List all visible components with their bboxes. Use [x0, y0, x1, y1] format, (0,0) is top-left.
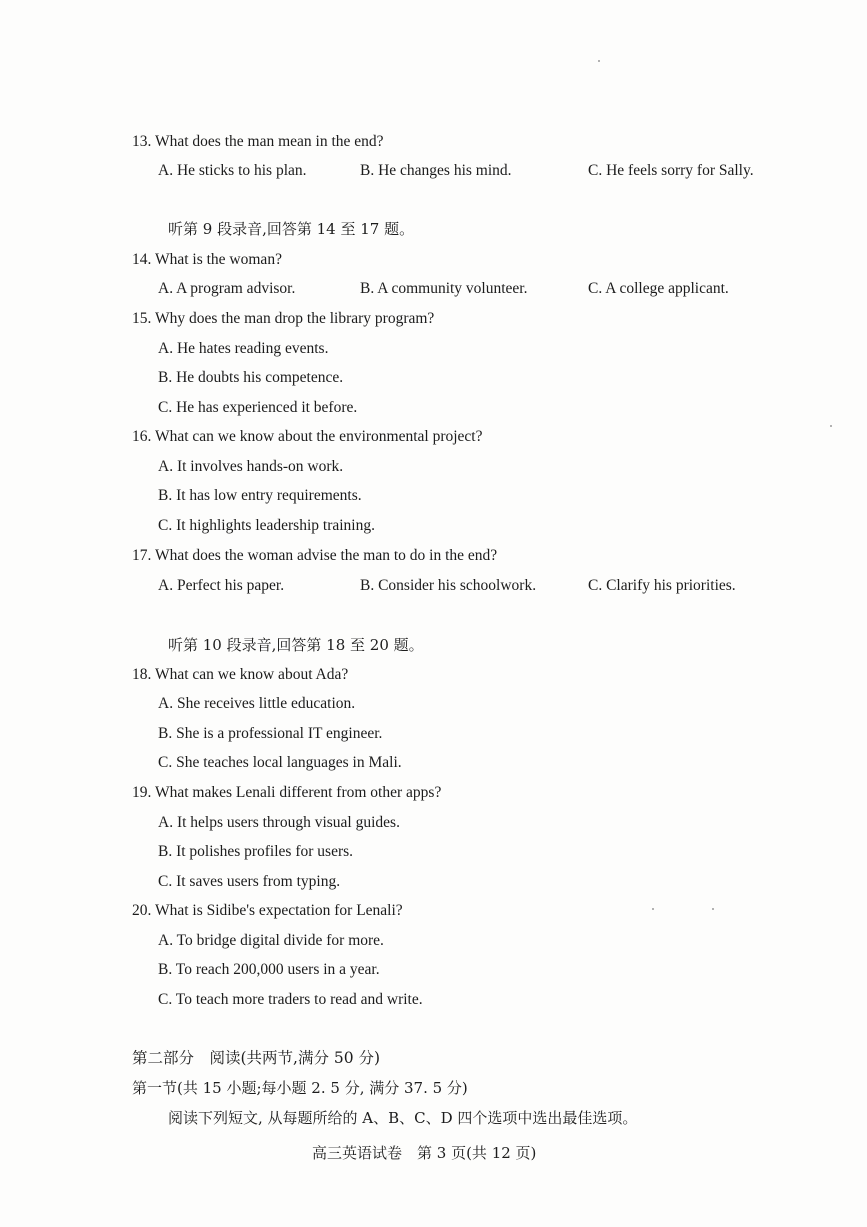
question-16-option-c: C. It highlights leadership training. — [158, 517, 375, 534]
question-20-option-a: A. To bridge digital divide for more. — [158, 932, 384, 949]
question-18-option-a: A. She receives little education. — [158, 695, 356, 712]
question-18-stem: 18. What can we know about Ada? — [132, 666, 349, 683]
question-17-option-a: A. Perfect his paper. — [158, 577, 285, 594]
question-19-option-a: A. It helps users through visual guides. — [158, 814, 400, 831]
question-17-option-b: B. Consider his schoolwork. — [360, 577, 537, 594]
question-14-option-b: B. A community volunteer. — [360, 280, 528, 297]
question-19-option-b: B. It polishes profiles for users. — [158, 843, 354, 860]
question-13-option-b: B. He changes his mind. — [360, 162, 512, 179]
section-10-instruction: 听第 10 段录音,回答第 18 至 20 题。 — [168, 636, 424, 654]
question-16-option-b: B. It has low entry requirements. — [158, 487, 362, 504]
question-17-stem: 17. What does the woman advise the man to do in the end? — [132, 547, 498, 564]
question-13-stem: 13. What does the man mean in the end? — [132, 133, 384, 150]
question-20-option-c: C. To teach more traders to read and write. — [158, 991, 423, 1008]
scan-speck — [712, 908, 714, 910]
question-16-stem: 16. What can we know about the environmental project? — [132, 428, 483, 445]
part-2-section-1-heading: 第一节(共 15 小题;每小题 2. 5 分, 满分 37. 5 分) — [132, 1079, 468, 1097]
question-13-option-c: C. He feels sorry for Sally. — [588, 162, 754, 179]
question-15-option-c: C. He has experienced it before. — [158, 399, 358, 416]
question-18-option-c: C. She teaches local languages in Mali. — [158, 754, 402, 771]
scan-speck — [830, 425, 832, 427]
scan-speck — [598, 60, 600, 62]
question-20-stem: 20. What is Sidibe's expectation for Lenali? — [132, 902, 403, 919]
part-2-heading: 第二部分 阅读(共两节,满分 50 分) — [132, 1049, 381, 1067]
question-15-option-a: A. He hates reading events. — [158, 340, 329, 357]
question-19-stem: 19. What makes Lenali different from other apps? — [132, 784, 442, 801]
question-19-option-c: C. It saves users from typing. — [158, 873, 341, 890]
question-17-option-c: C. Clarify his priorities. — [588, 577, 736, 594]
question-14-option-a: A. A program advisor. — [158, 280, 296, 297]
question-15-stem: 15. Why does the man drop the library program? — [132, 310, 435, 327]
question-14-stem: 14. What is the woman? — [132, 251, 282, 268]
question-14-option-c: C. A college applicant. — [588, 280, 729, 297]
scan-speck — [652, 908, 654, 910]
question-20-option-b: B. To reach 200,000 users in a year. — [158, 961, 380, 978]
part-2-instructions: 阅读下列短文, 从每题所给的 A、B、C、D 四个选项中选出最佳选项。 — [168, 1109, 638, 1127]
question-13-option-a: A. He sticks to his plan. — [158, 162, 307, 179]
question-18-option-b: B. She is a professional IT engineer. — [158, 725, 383, 742]
question-16-option-a: A. It involves hands-on work. — [158, 458, 344, 475]
question-15-option-b: B. He doubts his competence. — [158, 369, 344, 386]
section-9-instruction: 听第 9 段录音,回答第 14 至 17 题。 — [168, 220, 415, 238]
page-footer: 高三英语试卷 第 3 页(共 12 页) — [312, 1144, 537, 1162]
